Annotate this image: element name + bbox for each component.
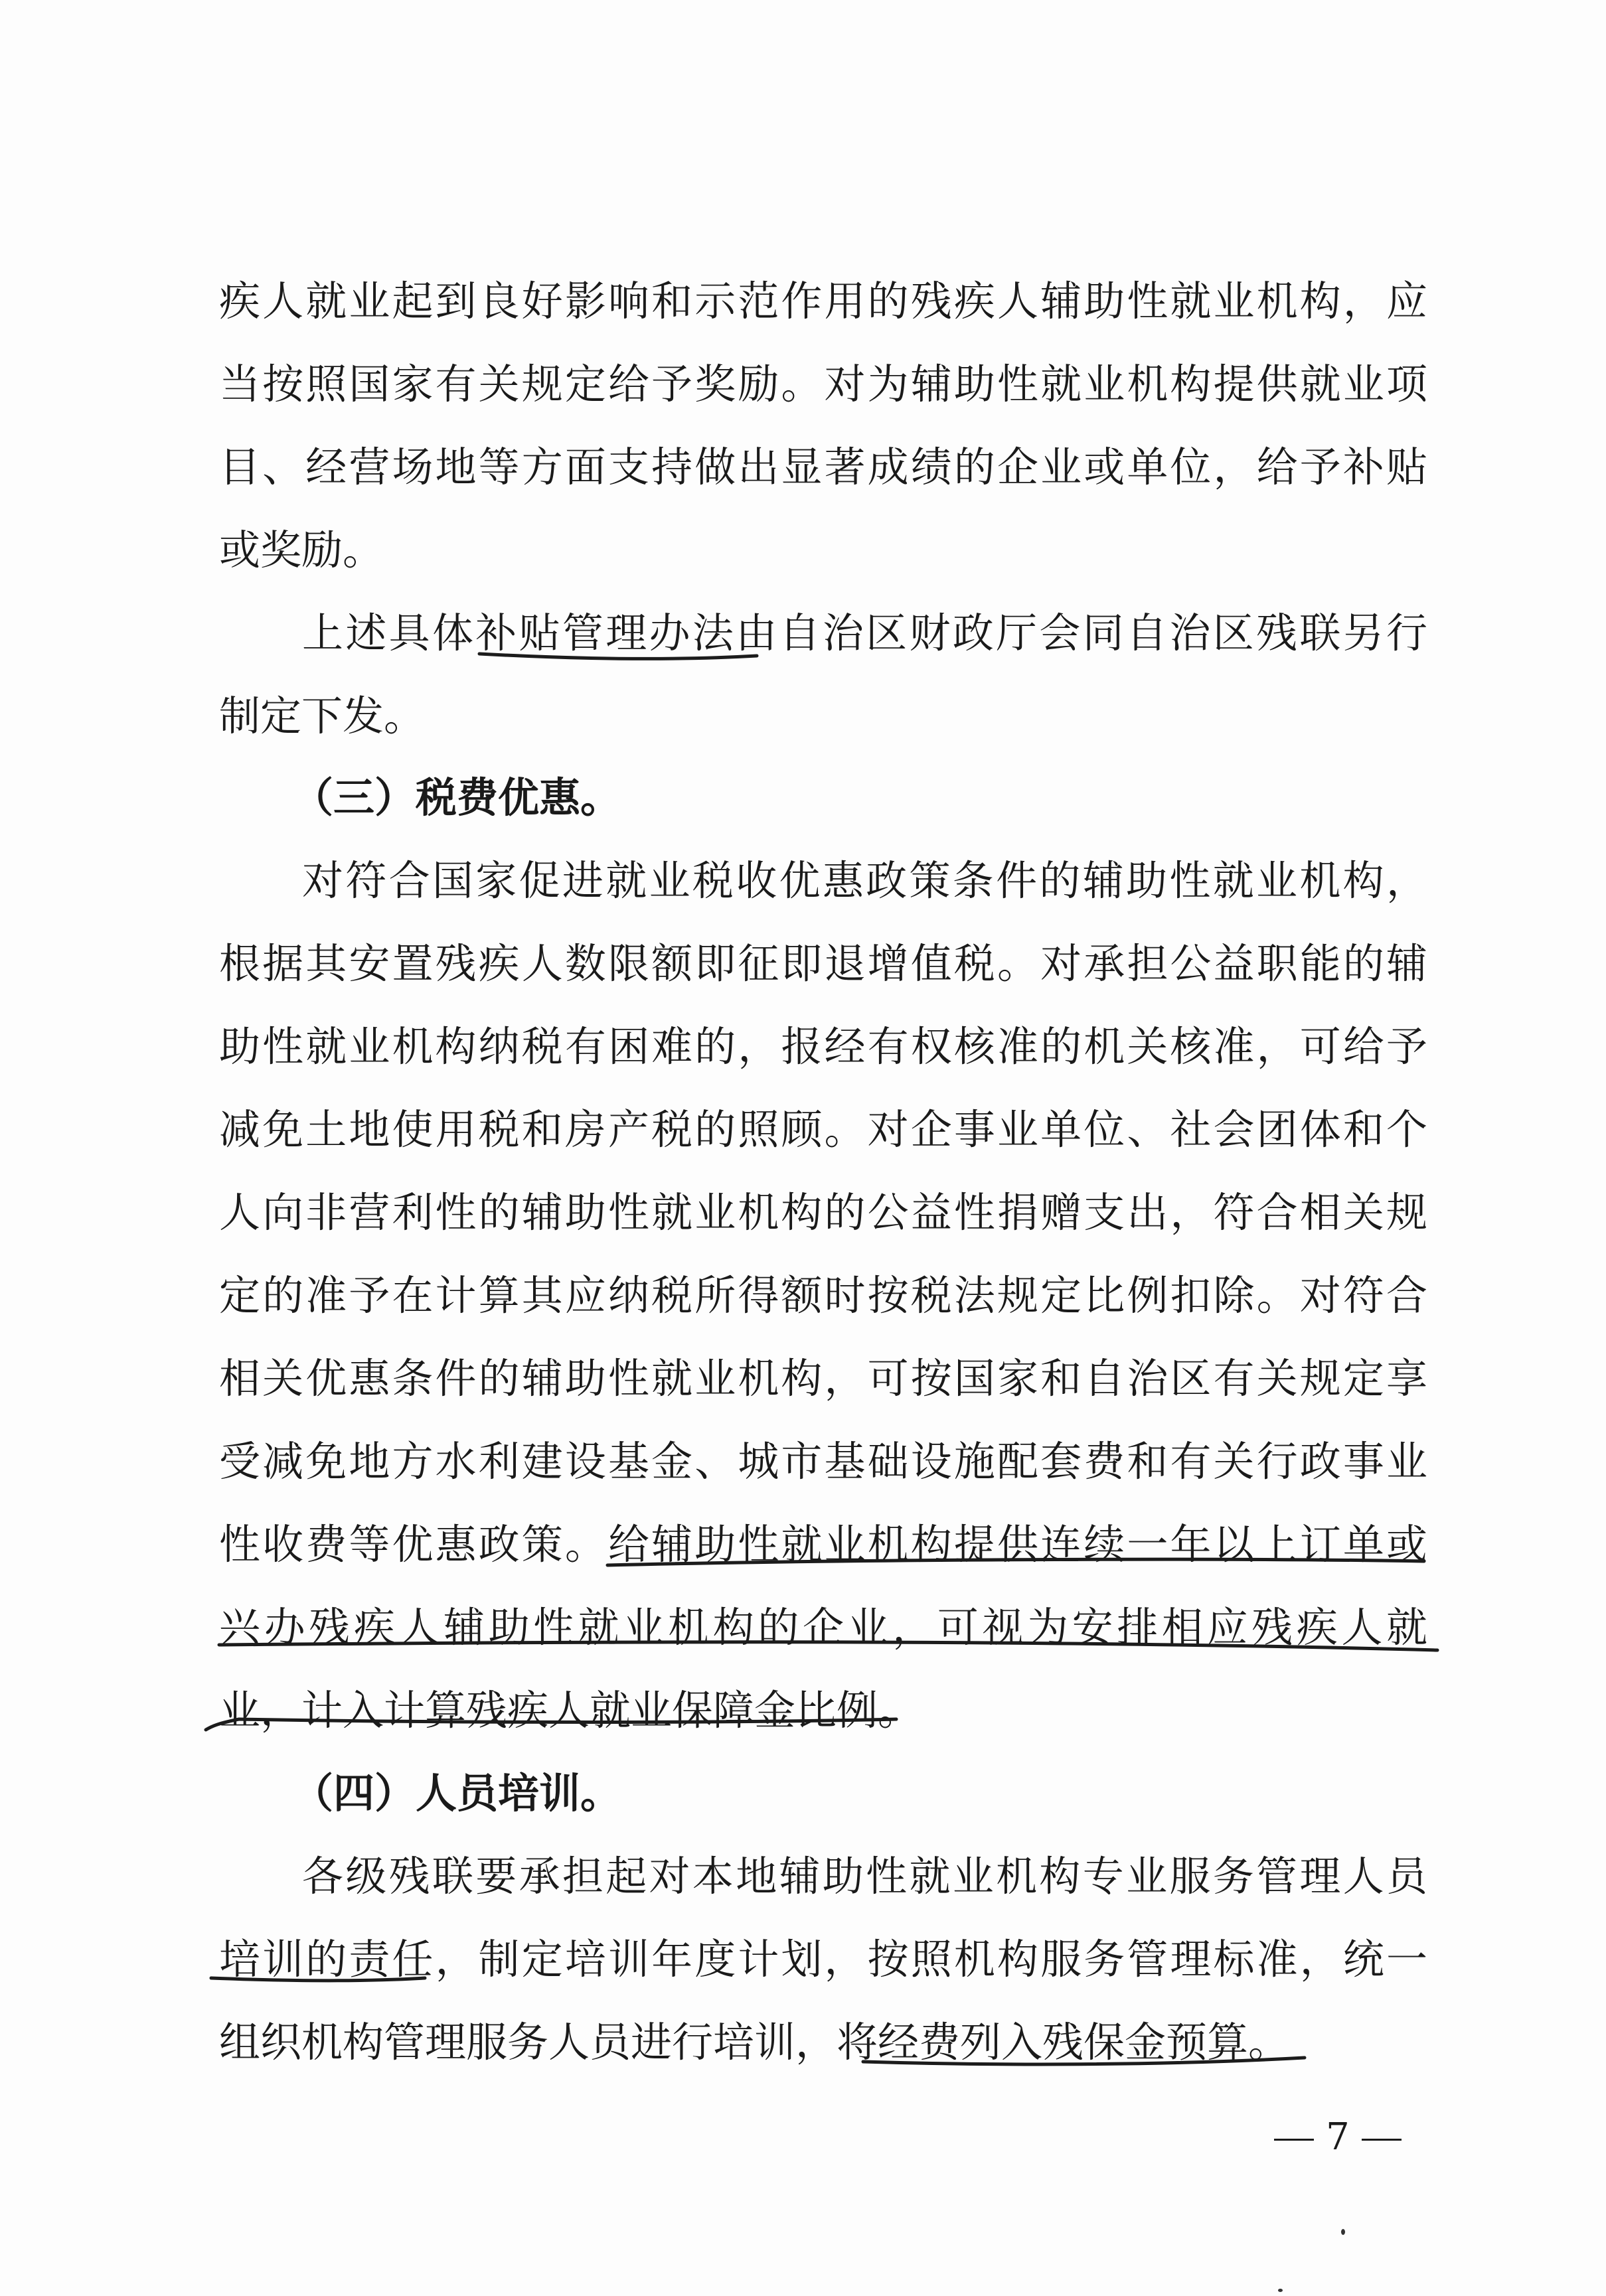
underlined-phrase: 补贴管理办法: [475, 609, 736, 657]
paragraph-3-line-10: [219, 1586, 1427, 1669]
page-number-value: 7: [1326, 2115, 1350, 2159]
paragraph-2-line-1: [302, 592, 1427, 674]
text-segment: 组织机构管理服务人员进行培训，: [219, 2018, 837, 2066]
scan-speck: [1278, 2289, 1283, 2292]
paragraph-3-line-5: 人向非营利性的辅助性就业机构的公益性捐赠支出，符合相关规: [219, 1188, 1427, 1237]
text-segment: 。: [878, 1686, 920, 1734]
paragraph-3-line-6: 定的准予在计算其应纳税所得额时按税法规定比例扣除。对符合: [219, 1271, 1427, 1320]
paragraph-4-line-1: 各级残联要承担起对本地辅助性就业机构专业服务管理人员: [302, 1852, 1427, 1900]
page-number-dash-right: [1362, 2139, 1402, 2141]
paragraph-4-line-3: [219, 2001, 1427, 2084]
paragraph-3-line-8: 受减免地方水利建设基金、城市基础设施配套费和有关行政事业: [219, 1437, 1427, 1486]
text-segment: ，制定培训年度计划，按照机构服务管理标准，统一: [435, 1935, 1427, 1983]
paragraph-3-line-7: 相关优惠条件的辅助性就业机构，可按国家和自治区有关规定享: [219, 1354, 1427, 1403]
text-line-4: 或奖励。: [219, 526, 384, 574]
paragraph-3-line-3: 助性就业机构纳税有困难的，报经有权核准的机关核准，可给予: [219, 1022, 1427, 1071]
page-number-dash-left: [1274, 2139, 1314, 2141]
text-line-3: 目、经营场地等方面支持做出显著成绩的企业或单位，给予补贴: [219, 443, 1427, 491]
paragraph-3-line-11: [219, 1669, 1427, 1752]
text-segment: 。: [1248, 2018, 1290, 2066]
underlined-phrase: 兴办残疾人辅助性就业机构的企业，可视为安排相应残疾人就: [219, 1603, 1427, 1651]
underlined-phrase: 给辅助性就业机构提供连续一年以上订单或: [608, 1520, 1427, 1569]
scan-speck: [1341, 2229, 1345, 2235]
text-segment: 由自治区财政厅会同自治区残联另行: [736, 609, 1427, 657]
section-heading-3: （三）税费优惠。: [292, 773, 622, 822]
underlined-phrase: 将经费列入残保金预算: [837, 2018, 1249, 2066]
paragraph-3-line-4: 减免土地使用税和房产税的照顾。对企事业单位、社会团体和个: [219, 1105, 1427, 1154]
paragraph-3-line-2: 根据其安置残疾人数限额即征即退增值税。对承担公益职能的辅: [219, 939, 1427, 988]
text-segment: 性收费等优惠政策。: [219, 1520, 608, 1569]
text-segment: 上述具体: [302, 609, 476, 657]
section-heading-4: （四）人员培训。: [292, 1769, 622, 1817]
paragraph-4-line-2: [219, 1918, 1427, 2001]
text-line-2: 当按照国家有关规定给予奖励。对为辅助性就业机构提供就业项: [219, 360, 1427, 408]
paragraph-3-line-1: 对符合国家促进就业税收优惠政策条件的辅助性就业机构，: [302, 856, 1427, 905]
paragraph-3-line-9: [219, 1503, 1427, 1586]
underlined-phrase: 培训的责任: [219, 1935, 436, 1983]
page-number: [1261, 2107, 1414, 2167]
underlined-phrase: 业，计入计算残疾人就业保障金比例: [219, 1686, 878, 1734]
text-line-1: 疾人就业起到良好影响和示范作用的残疾人辅助性就业机构，应: [219, 277, 1427, 325]
paragraph-2-line-2: 制定下发。: [219, 692, 426, 740]
